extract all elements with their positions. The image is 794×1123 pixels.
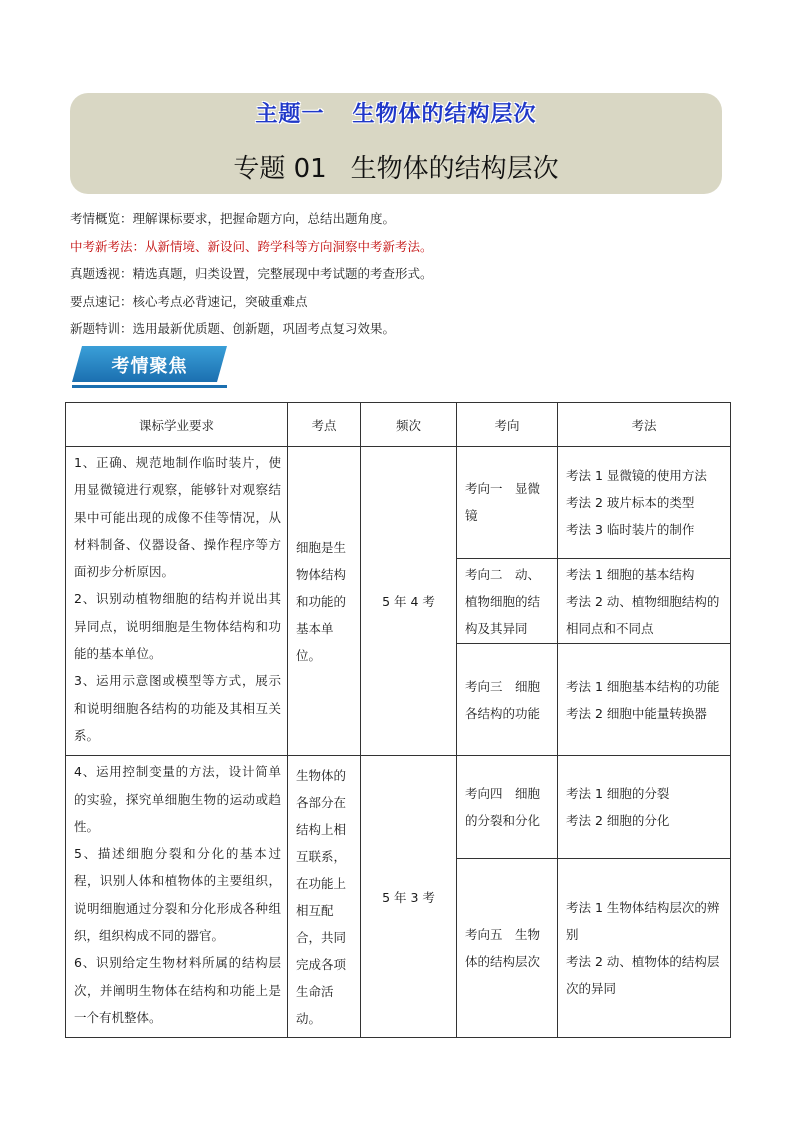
requirement-item: 2、识别动植物细胞的结构并说出其异同点，说明细胞是生物体结构和功能的基本单位。 (74, 591, 281, 662)
table-header-row (66, 403, 731, 447)
topic-title (70, 97, 722, 128)
intro-line: 新题特训：选用最新优质题、创新题，巩固考点复习效果。 (70, 321, 396, 336)
direction-cell: 考向三 细胞各结构的功能 (457, 644, 558, 756)
kaodian-cell: 生物体的各部分在结构上相互联系，在功能上相互配合，共同完成各项生命活动。 (288, 756, 361, 1038)
special-title (70, 148, 722, 185)
method-item: 考法 1 显微镜的使用方法 (566, 467, 707, 483)
method-item: 考法 1 细胞的分裂 (566, 785, 670, 801)
requirement-item: 1、正确、规范地制作临时装片，使用显微镜进行观察，能够针对观察结果中可能出现的成像不佳等情况，从材料制备、仪器设备、操作程序等方面初步分析原因。 (74, 455, 281, 580)
requirement-item: 5、描述细胞分裂和分化的基本过程，识别人体和植物体的主要组织，说明细胞通过分裂和分化形成各种组织，组织构成不同的器官。 (74, 846, 281, 944)
method-cell (558, 447, 731, 559)
intro-line: 中考新考法：从新情境、新设问、跨学科等方向洞察中考新考法。 (70, 238, 433, 254)
table-row (66, 756, 731, 858)
header-kaodian: 考点 (288, 403, 361, 447)
method-item: 考法 1 细胞的基本结构 (566, 566, 695, 582)
direction-cell: 考向一 显微镜 (457, 447, 558, 559)
frequency-cell: 5 年 3 考 (361, 756, 457, 1038)
requirement-item: 4、运用控制变量的方法，设计简单的实验，探究单细胞生物的运动或趋性。 (74, 764, 281, 834)
requirement-item: 6、识别给定生物材料所属的结构层次，并阐明生物体在结构和功能上是一个有机整体。 (74, 955, 281, 1025)
direction-cell: 考向五 生物体的结构层次 (457, 858, 558, 1038)
header-method: 考法 (558, 403, 731, 447)
requirement-item: 3、运用示意图或模型等方式，展示和说明细胞各结构的功能及其相互关系。 (74, 673, 281, 743)
topic-number: 主题一 (255, 102, 325, 127)
title-banner (70, 93, 722, 194)
method-item: 考法 2 玻片标本的类型 (566, 494, 695, 510)
intro-line: 要点速记：核心考点必背速记，突破重难点 (70, 293, 308, 309)
intro-line: 真题透视：精选真题，归类设置，完整展现中考试题的考查形式。 (70, 266, 433, 281)
method-item: 考法 2 动、植物体的结构层次的异同 (566, 953, 720, 996)
header-frequency: 频次 (361, 403, 457, 447)
direction-cell: 考向二 动、植物细胞的结构及其异同 (457, 558, 558, 643)
section-heading-tab (72, 346, 227, 388)
table-row (66, 447, 731, 559)
method-item: 考法 3 临时装片的制作 (566, 521, 695, 537)
section-heading-label: 考情聚焦 (111, 356, 188, 377)
direction-cell: 考向四 细胞的分裂和分化 (457, 756, 558, 858)
method-item: 考法 2 细胞中能量转换器 (566, 705, 707, 721)
intro-line: 考情概览：理解课标要求，把握命题方向，总结出题角度。 (70, 211, 396, 226)
frequency-cell: 5 年 4 考 (361, 447, 457, 756)
method-cell (558, 756, 731, 858)
method-item: 考法 1 生物体结构层次的辨别 (566, 899, 720, 942)
method-item: 考法 2 细胞的分化 (566, 812, 670, 828)
requirements-cell (66, 447, 288, 756)
header-direction: 考向 (457, 403, 558, 447)
special-number: 专题 01 (233, 154, 327, 184)
header-requirements: 课标学业要求 (66, 403, 288, 447)
method-item: 考法 2 动、植物细胞结构的相同点和不同点 (566, 593, 720, 636)
tab-underline (72, 385, 227, 388)
exam-analysis-table (65, 402, 731, 1038)
method-item: 考法 1 细胞基本结构的功能 (566, 678, 720, 694)
intro-list (70, 205, 730, 343)
method-cell (558, 858, 731, 1038)
requirements-cell (66, 756, 288, 1038)
special-name: 生物体的结构层次 (350, 154, 559, 184)
topic-name: 生物体的结构层次 (352, 102, 537, 127)
kaodian-cell: 细胞是生物体结构和功能的基本单位。 (288, 447, 361, 756)
method-cell (558, 558, 731, 643)
method-cell (558, 644, 731, 756)
